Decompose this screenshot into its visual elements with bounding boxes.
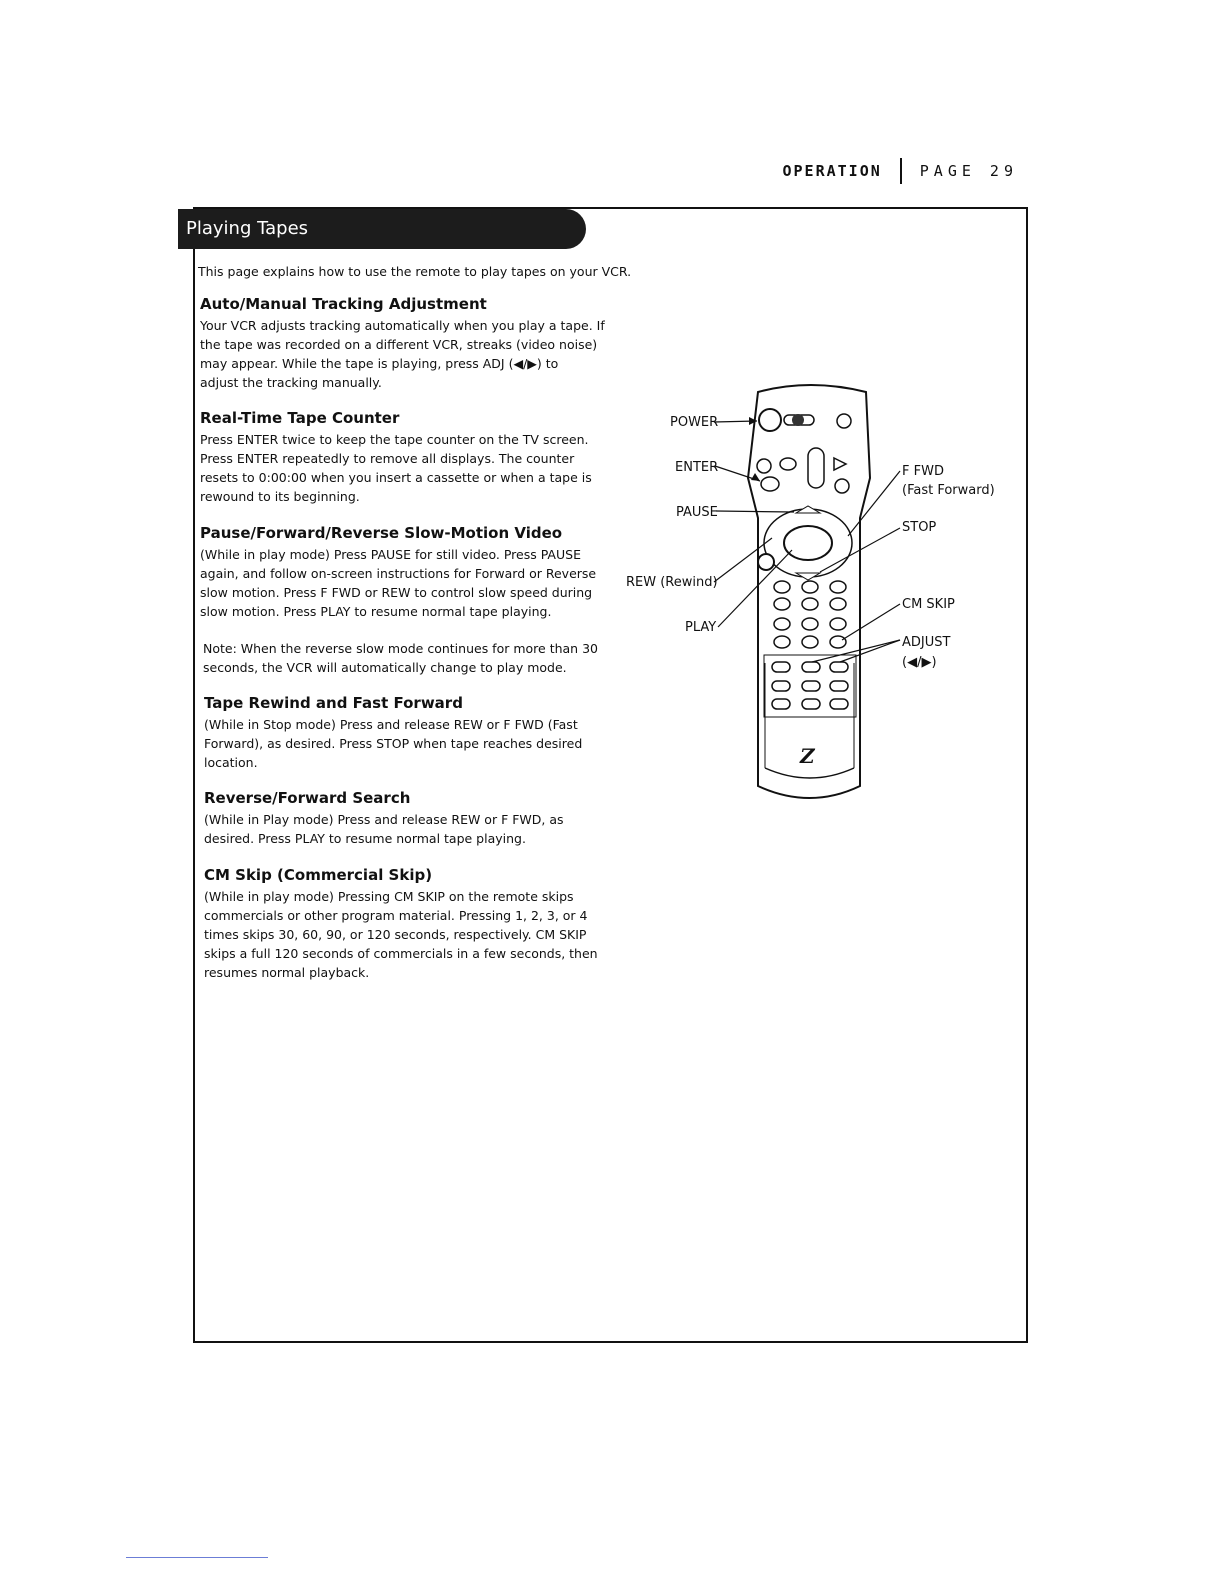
key-7-icon — [774, 618, 790, 630]
text-line: slow motion. Press PLAY to resume normal tape playing. — [200, 604, 552, 619]
fn-key-icon — [772, 681, 790, 691]
section-heading: Tape Rewind and Fast Forward — [204, 694, 463, 712]
label-pause: PAUSE — [676, 505, 718, 520]
text-line: adjust the tracking manually. — [200, 375, 382, 390]
key-8-icon — [802, 618, 818, 630]
note-text — [203, 639, 618, 677]
label-ffwd-desc: (Fast Forward) — [902, 483, 995, 498]
header-section: OPERATION — [782, 162, 882, 180]
power-button-icon — [759, 409, 781, 431]
function-buttons — [772, 662, 848, 709]
key-2-icon — [802, 581, 818, 593]
key-3-icon — [830, 581, 846, 593]
text-line: (While in Stop mode) Press and release REW or F FWD (Fast — [204, 717, 578, 732]
section-rewind-ffwd — [204, 694, 622, 772]
running-header — [783, 158, 1019, 184]
section-body — [200, 545, 618, 621]
key-1-icon — [774, 581, 790, 593]
label-rew: REW (Rewind) — [626, 575, 718, 590]
text-line: skips a full 120 seconds of commercials in a few seconds, then — [204, 946, 598, 961]
section-heading: Real-Time Tape Counter — [200, 409, 400, 427]
text-line: slow motion. Press F FWD or REW to control slow speed during — [200, 585, 593, 600]
cm-skip-key-icon — [830, 636, 846, 648]
section-cm-skip — [204, 866, 622, 982]
guide-button-icon — [835, 479, 849, 493]
key-5-icon — [802, 598, 818, 610]
text-line: again, and follow on-screen instructions for Forward or Reverse — [200, 566, 597, 581]
section-body — [200, 316, 618, 392]
label-enter: ENTER — [675, 460, 719, 475]
text-line: (While in play mode) Pressing CM SKIP on the remote skips — [204, 889, 574, 904]
key-6-icon — [830, 598, 846, 610]
fn-key-icon — [772, 699, 790, 709]
fn-key-icon — [802, 681, 820, 691]
text-line: Press ENTER repeatedly to remove all displays. The counter — [200, 451, 575, 466]
channel-rocker-icon — [808, 448, 824, 488]
footer-rule — [126, 1557, 268, 1558]
play-button-icon — [784, 526, 832, 560]
section-slow-motion — [200, 524, 618, 621]
key-0-icon — [802, 636, 818, 648]
text-line: times skips 30, 60, 90, or 120 seconds, respectively. CM SKIP — [204, 927, 587, 942]
text-line: seconds, the VCR will automatically change to play mode. — [203, 660, 567, 675]
intro-text: This page explains how to use the remote to play tapes on your VCR. — [198, 264, 632, 279]
text-line: the tape was recorded on a different VCR, streaks (video noise) — [200, 337, 598, 352]
key-4-icon — [774, 598, 790, 610]
text-line: (While in Play mode) Press and release REW or F FWD, as — [204, 812, 564, 827]
section-body — [204, 810, 622, 848]
label-power: POWER — [670, 415, 719, 430]
section-body — [204, 715, 622, 772]
section-tape-counter — [200, 409, 618, 506]
section-heading: Auto/Manual Tracking Adjustment — [200, 295, 487, 313]
section-heading: CM Skip (Commercial Skip) — [204, 866, 433, 884]
text-line: resets to 0:00:00 when you insert a cassette or when a tape is — [200, 470, 592, 485]
text-line: rewound to its beginning. — [200, 489, 360, 504]
menu-button-icon — [757, 459, 771, 473]
page-title: Playing Tapes — [178, 209, 586, 249]
fn-key-icon — [802, 699, 820, 709]
section-body — [204, 887, 622, 982]
text-line: resumes normal playback. — [204, 965, 370, 980]
text-line: location. — [204, 755, 258, 770]
text-line: Forward), as desired. Press STOP when tape reaches desired — [204, 736, 583, 751]
record-button-icon — [758, 554, 774, 570]
remote-logo: Z — [800, 744, 815, 768]
text-line: desired. Press PLAY to resume normal tape playing. — [204, 831, 526, 846]
label-play: PLAY — [685, 620, 717, 635]
enter-button-icon — [761, 477, 779, 491]
header-separator — [900, 158, 902, 184]
text-line: Note: When the reverse slow mode continues for more than 30 — [203, 641, 598, 656]
section-body — [200, 430, 618, 506]
vol-left-button-icon — [780, 458, 796, 470]
text-line: (While in play mode) Press PAUSE for still video. Press PAUSE — [200, 547, 581, 562]
section-tracking — [200, 295, 618, 392]
adjust-left-key-icon — [802, 662, 820, 672]
switch-knob-icon — [792, 414, 804, 426]
section-heading: Reverse/Forward Search — [204, 789, 411, 807]
label-adjust-arrows: (◀/▶) — [902, 655, 937, 670]
fn-key-icon — [830, 681, 848, 691]
text-line: commercials or other program material. Pressing 1, 2, 3, or 4 — [204, 908, 588, 923]
remote-diagram — [620, 378, 1010, 818]
text-line: may appear. While the tape is playing, press ADJ (◀/▶) to — [200, 356, 559, 371]
text-line: Press ENTER twice to keep the tape counter on the TV screen. — [200, 432, 589, 447]
label-ffwd: F FWD — [902, 464, 944, 479]
header-page-number: PAGE 29 — [919, 162, 1018, 180]
section-search — [204, 789, 622, 848]
label-cm-skip: CM SKIP — [902, 597, 955, 612]
label-stop: STOP — [902, 520, 937, 535]
key-9-icon — [830, 618, 846, 630]
tv-vcr-key-icon — [772, 662, 790, 672]
label-adjust: ADJUST — [902, 635, 951, 650]
section-heading: Pause/Forward/Reverse Slow-Motion Video — [200, 524, 563, 542]
adjust-right-key-icon — [830, 662, 848, 672]
fn-key-icon — [830, 699, 848, 709]
key-clear-icon — [774, 636, 790, 648]
text-line: Your VCR adjusts tracking automatically when you play a tape. If — [200, 318, 605, 333]
program-button-icon — [837, 414, 851, 428]
